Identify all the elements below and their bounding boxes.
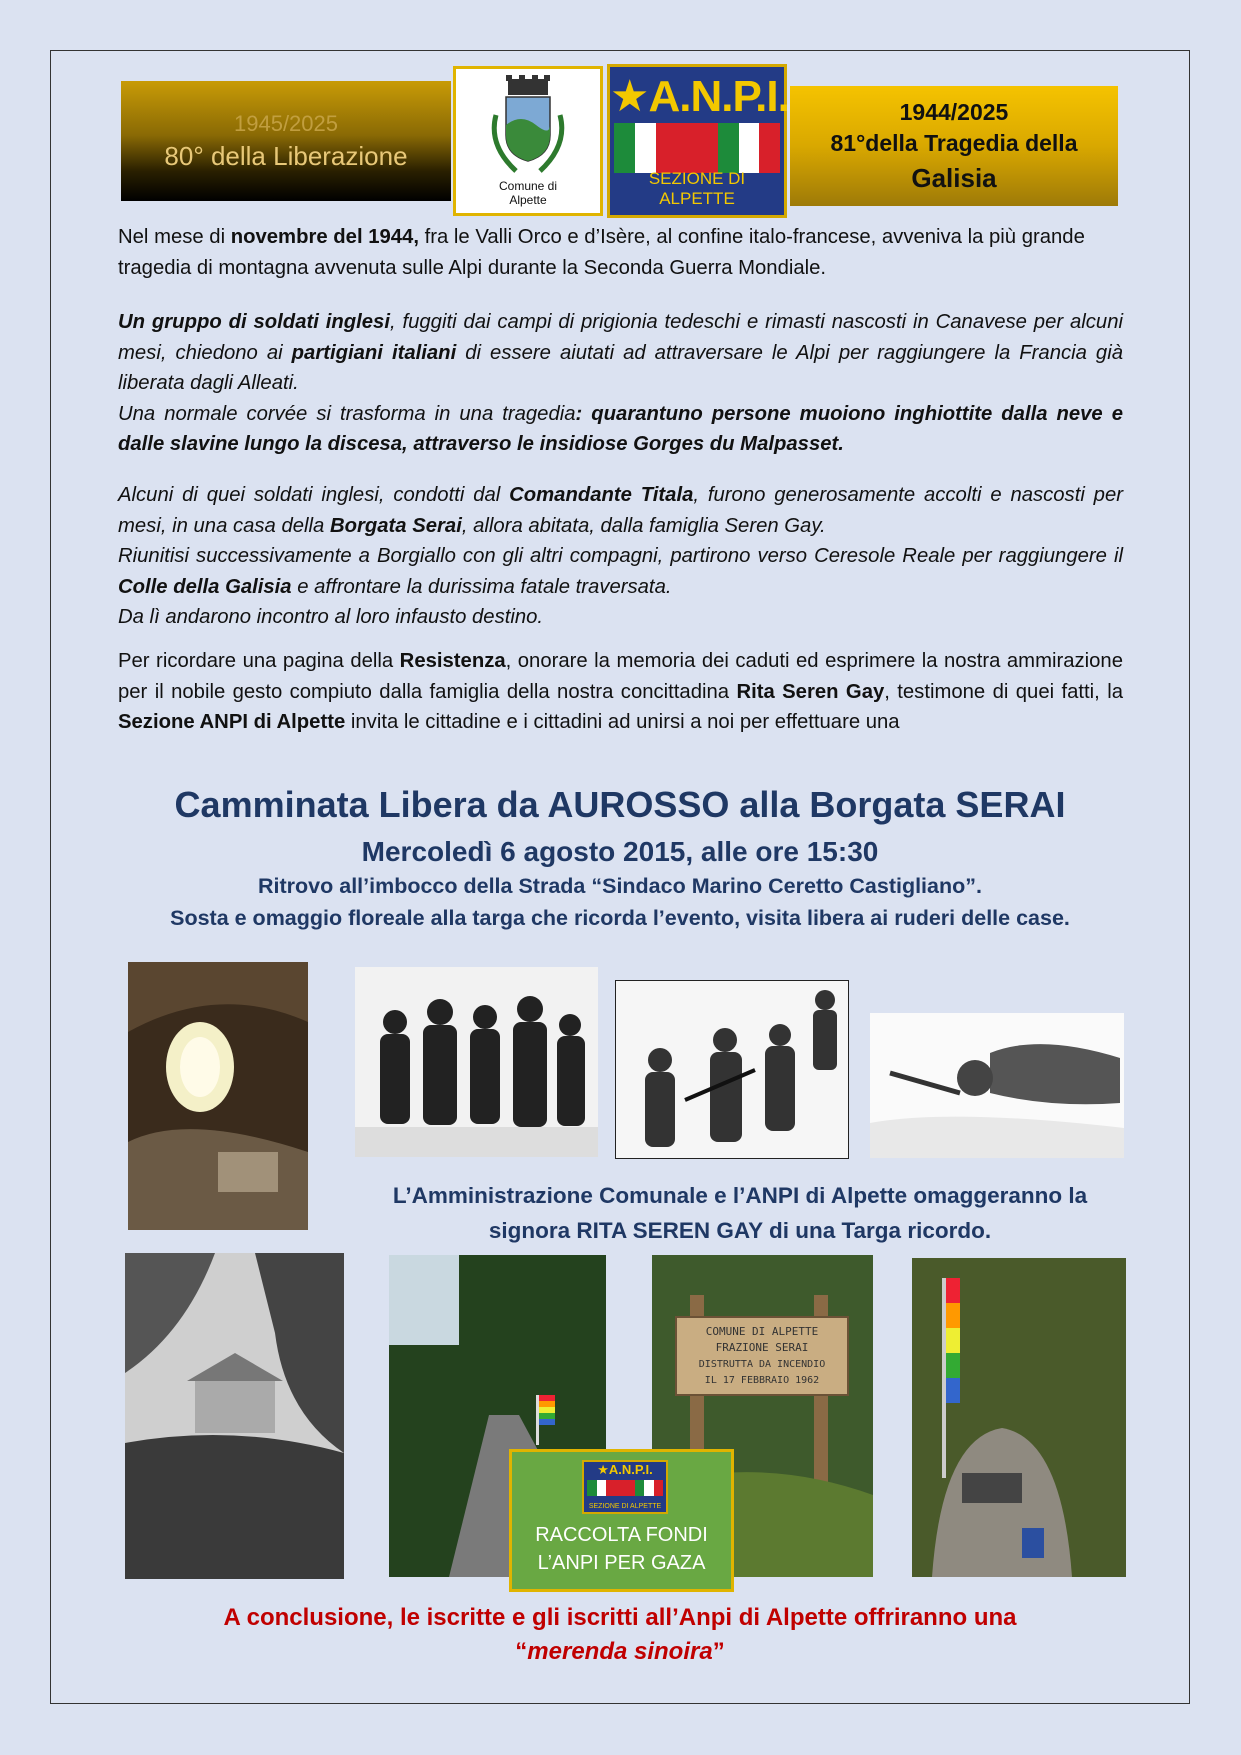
event-meeting-point: Ritrovo all’imbocco della Strada “Sindaco Marino Ceretto Castigliano”. bbox=[258, 874, 982, 898]
partisans-march-photo bbox=[615, 980, 849, 1159]
sign-line-1: COMUNE DI ALPETTE bbox=[705, 1325, 819, 1338]
sign-line-3: DISTRUTTA DA INCENDIO bbox=[698, 1359, 826, 1370]
invitation-paragraph: Per ricordare una pagina della Resistenza, onorare la memoria dei caduti ed esprimere la nostra ammirazione per il nobile gesto compiuto dalla famiglia della nostra concittadina Rita Seren Gay, testimone di quei fatti, la Sezione ANPI di Alpette invita le cittadine e i cittadini ad unirsi a noi per effettuare una bbox=[118, 650, 1123, 733]
fallen-in-snow-photo bbox=[870, 1013, 1124, 1158]
comune-caption-line1: Comune di bbox=[498, 179, 558, 193]
banner-liberation-years: 1945/2025 bbox=[234, 110, 338, 136]
banner-galisia-place: Galisia bbox=[911, 162, 997, 193]
soldiers-paragraph: Un gruppo di soldati inglesi, fuggiti dai campi di prigionia tedeschi e rimasti nascosti in Canavese per alcuni mesi, chiedono ai partigiani italiani di essere aiutati ad attraversare le Alpi per raggiungere la Francia già liberata dagli Alleati. Una normale corvée si trasforma in una tragedia: quarantuno persone muoiono inghiottite dalla neve e dalle slavine lungo la discesa, attraverso le insidiose Gorges du Malpasset. bbox=[118, 311, 1123, 455]
serai-paragraph: Alcuni di quei soldati inglesi, condotti dal Comandante Titala, furono generosamente accolti e nascosti per mesi, in una casa della Borgata Serai, allora abitata, dalla famiglia Seren Gay. Riunitisi successivamente a Borgiallo con gli altri compagni, partirono verso Ceresole Reale per raggiungere il Colle della Galisia e affrontare la durissima fatale traversata. Da lì andarono incontro al loro infausto destino. bbox=[118, 484, 1123, 628]
anpi-logo-footer: SEZIONE DI ALPETTE bbox=[648, 169, 746, 208]
fundraiser-box bbox=[509, 1449, 734, 1592]
banner-galisia-years: 1944/2025 bbox=[899, 98, 1009, 125]
sign-line-2: FRAZIONE SERAI bbox=[715, 1341, 809, 1354]
closing-line-2: “merenda sinoira” bbox=[515, 1638, 725, 1665]
anpi-logo bbox=[607, 64, 787, 218]
partisans-group-photo bbox=[355, 967, 598, 1157]
event-date: Mercoledì 6 agosto 2015, alle ore 15:30 bbox=[361, 836, 879, 867]
banner-galisia bbox=[790, 86, 1118, 206]
closing-line-1: A conclusione, le iscritte e gli iscritti all’Anpi di Alpette offriranno una bbox=[223, 1604, 1017, 1631]
banner-liberation-title: 80° della Liberazione bbox=[164, 140, 408, 171]
anpi-flag-stripes bbox=[614, 123, 780, 173]
anpi-logo-header: ★A.N.P.I. bbox=[610, 72, 789, 121]
fundraiser-badge-stripes bbox=[587, 1480, 663, 1496]
fundraiser-anpi-badge bbox=[582, 1460, 668, 1514]
merenda-sinoira-emph: merenda sinoira bbox=[527, 1638, 713, 1665]
tribute-line-2: signora RITA SEREN GAY di una Targa ricordo. bbox=[488, 1218, 992, 1243]
fundraiser-badge-footer: SEZIONE DI ALPETTE bbox=[588, 1503, 662, 1510]
tribute-line-1: L’Amministrazione Comunale e l’ANPI di Alpette omaggeranno la bbox=[392, 1183, 1088, 1208]
sign-line-4: IL 17 FEBBRAIO 1962 bbox=[704, 1375, 820, 1386]
banner-liberation bbox=[121, 81, 451, 201]
banner-galisia-title: 81°della Tragedia della bbox=[830, 129, 1078, 156]
memorial-stone-photo bbox=[912, 1258, 1126, 1577]
intro-paragraph: Nel mese di novembre del 1944, fra le Valli Orco e d’Isère, al confine italo-francese, avveniva la più grande tragedia di montagna avvenuta sulle Alpi durante la Seconda Guerra Mondiale. bbox=[118, 226, 1085, 279]
fundraiser-line-1: RACCOLTA FONDI bbox=[535, 1524, 708, 1546]
event-stop: Sosta e omaggio floreale alla targa che ricorda l’evento, visita libera ai ruderi delle case. bbox=[170, 906, 1070, 930]
event-title: Camminata Libera da AUROSSO alla Borgata SERAI bbox=[174, 784, 1066, 825]
stone-house-photo bbox=[125, 1253, 344, 1579]
crest-icon bbox=[476, 75, 580, 183]
comune-caption-line2: Alpette bbox=[509, 193, 547, 207]
fundraiser-badge-header: ★A.N.P.I. bbox=[597, 1462, 653, 1477]
fundraiser-line-2: L’ANPI PER GAZA bbox=[537, 1552, 706, 1574]
cave-ruin-photo bbox=[128, 962, 308, 1230]
comune-crest-logo bbox=[453, 66, 603, 216]
